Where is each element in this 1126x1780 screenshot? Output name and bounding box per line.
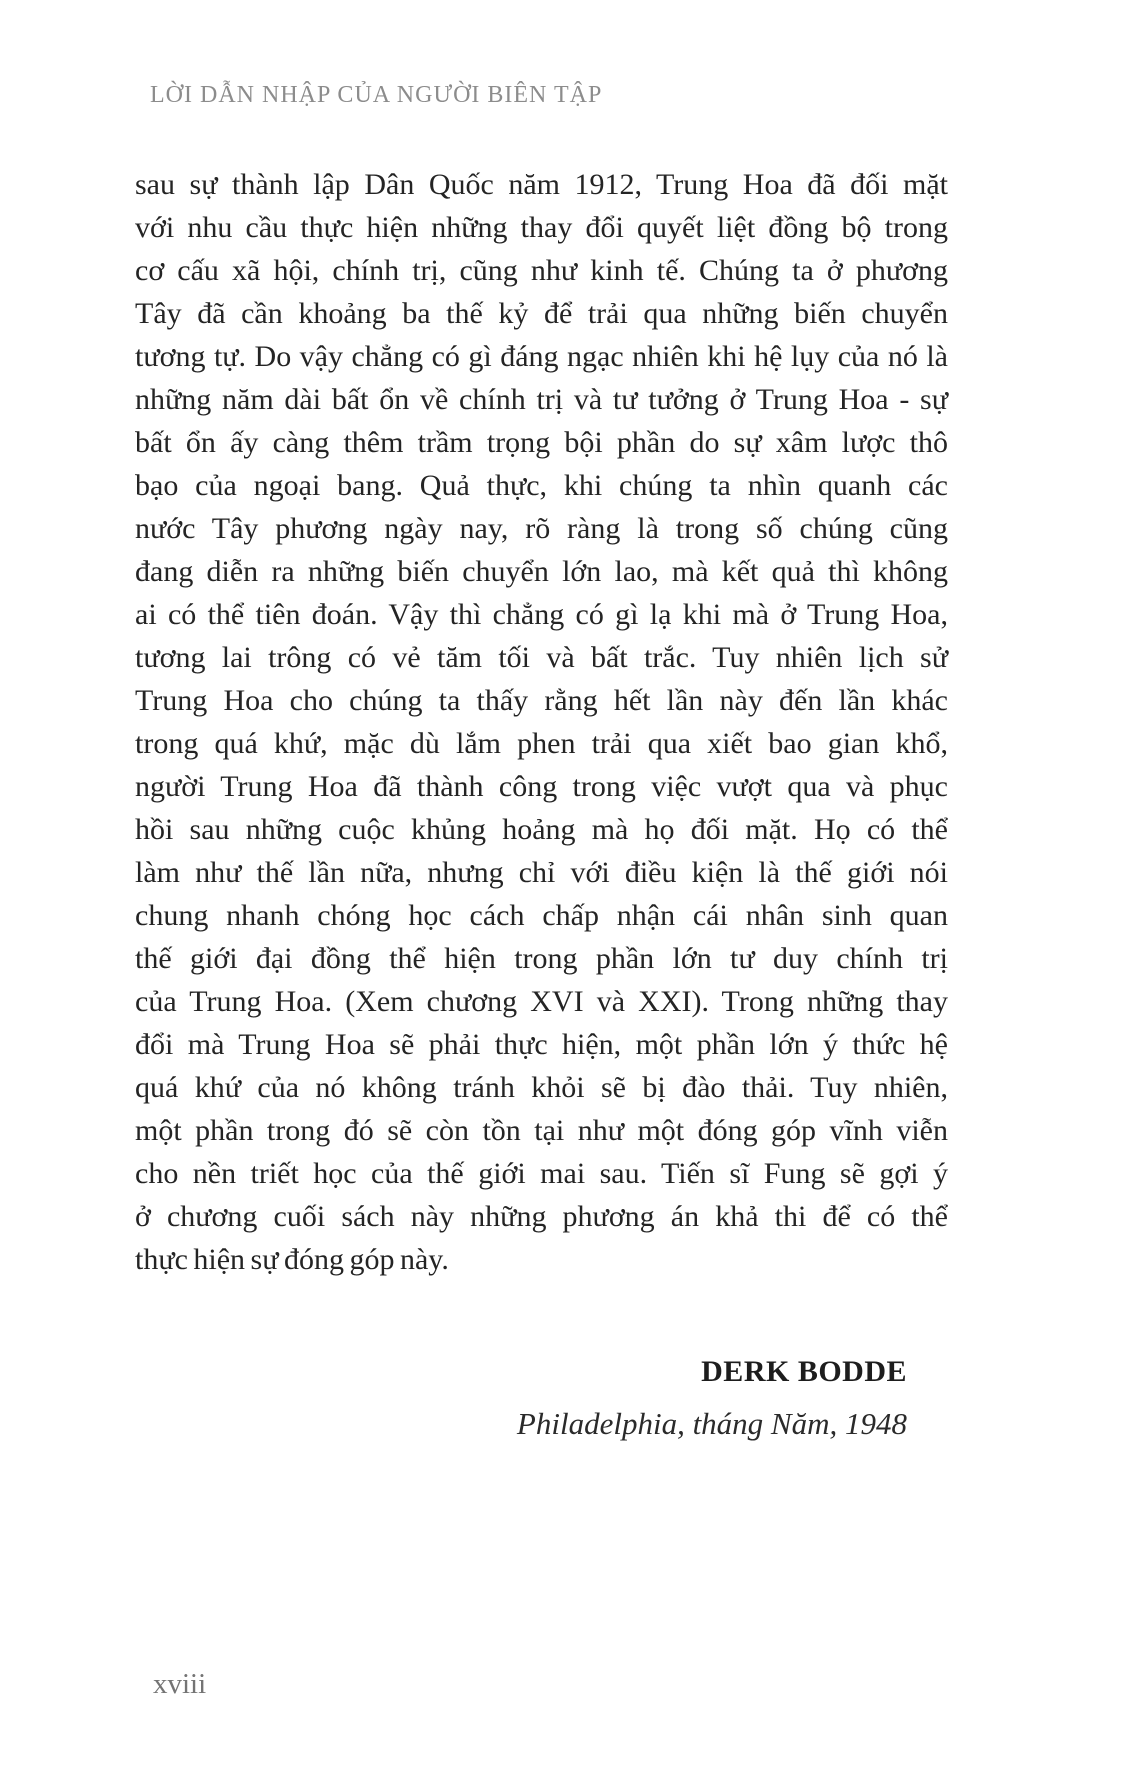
paragraph-line: tương lai trông có vẻ tăm tối và bất trắc. Tuy nhiên lịch sử — [135, 641, 948, 674]
paragraph-line: một phần trong đó sẽ còn tồn tại như một đóng góp vĩnh viễn — [135, 1114, 948, 1147]
paragraph-line: chung nhanh chóng học cách chấp nhận cái nhân sinh quan — [135, 899, 948, 932]
paragraph-line: Tây đã cần khoảng ba thế kỷ để trải qua những biến chuyển — [135, 297, 948, 330]
paragraph-line: nước Tây phương ngày nay, rõ ràng là trong số chúng cũng — [135, 512, 948, 545]
paragraph-line: sau sự thành lập Dân Quốc năm 1912, Trung Hoa đã đối mặt — [135, 168, 948, 201]
paragraph-line: thực hiện sự đóng góp này. — [135, 1243, 449, 1276]
paragraph-line: người Trung Hoa đã thành công trong việc vượt qua và phục — [135, 770, 948, 803]
paragraph-line: bất ổn ấy càng thêm trầm trọng bội phần do sự xâm lược thô — [135, 426, 948, 459]
paragraph-line: đang diễn ra những biến chuyển lớn lao, mà kết quả thì không — [135, 555, 948, 588]
paragraph-line: của Trung Hoa. (Xem chương XVI và XXI). Trong những thay — [135, 985, 948, 1018]
paragraph-line: tương tự. Do vậy chẳng có gì đáng ngạc nhiên khi hệ lụy của nó là — [135, 340, 948, 373]
signature-place-date: Philadelphia, tháng Năm, 1948 — [516, 1406, 907, 1441]
paragraph-line: bạo của ngoại bang. Quả thực, khi chúng ta nhìn quanh các — [135, 469, 948, 502]
body-text-block — [135, 163, 948, 1442]
paragraph — [135, 163, 948, 1281]
paragraph-line: trong quá khứ, mặc dù lắm phen trải qua xiết bao gian khổ, — [135, 727, 948, 760]
running-header: LỜI DẪN NHẬP CỦA NGƯỜI BIÊN TẬP — [150, 82, 603, 108]
paragraph-line: thế giới đại đồng thể hiện trong phần lớn tư duy chính trị — [135, 942, 948, 975]
page-number: xviii — [153, 1668, 207, 1700]
paragraph-line: ở chương cuối sách này những phương án khả thi để có thể — [135, 1200, 948, 1233]
paragraph-line: Trung Hoa cho chúng ta thấy rằng hết lần này đến lần khác — [135, 684, 948, 717]
paragraph-line: quá khứ của nó không tránh khỏi sẽ bị đào thải. Tuy nhiên, — [135, 1071, 948, 1104]
paragraph-line: cho nền triết học của thế giới mai sau. Tiến sĩ Fung sẽ gợi ý — [135, 1157, 948, 1190]
paragraph-line: ai có thể tiên đoán. Vậy thì chẳng có gì lạ khi mà ở Trung Hoa, — [135, 598, 948, 631]
paragraph-line: đổi mà Trung Hoa sẽ phải thực hiện, một phần lớn ý thức hệ — [135, 1028, 948, 1061]
paragraph-line: cơ cấu xã hội, chính trị, cũng như kinh tế. Chúng ta ở phương — [135, 254, 948, 287]
paragraph-line: với nhu cầu thực hiện những thay đổi quyết liệt đồng bộ trong — [135, 211, 948, 244]
paragraph-line: hồi sau những cuộc khủng hoảng mà họ đối mặt. Họ có thể — [135, 813, 948, 846]
paragraph-line: làm như thế lần nữa, nhưng chỉ với điều kiện là thế giới nói — [135, 856, 948, 889]
signature-block — [135, 1355, 948, 1442]
signature-name: DERK BODDE — [701, 1355, 907, 1388]
paragraph-line: những năm dài bất ổn về chính trị và tư tưởng ở Trung Hoa - sự — [135, 383, 948, 416]
